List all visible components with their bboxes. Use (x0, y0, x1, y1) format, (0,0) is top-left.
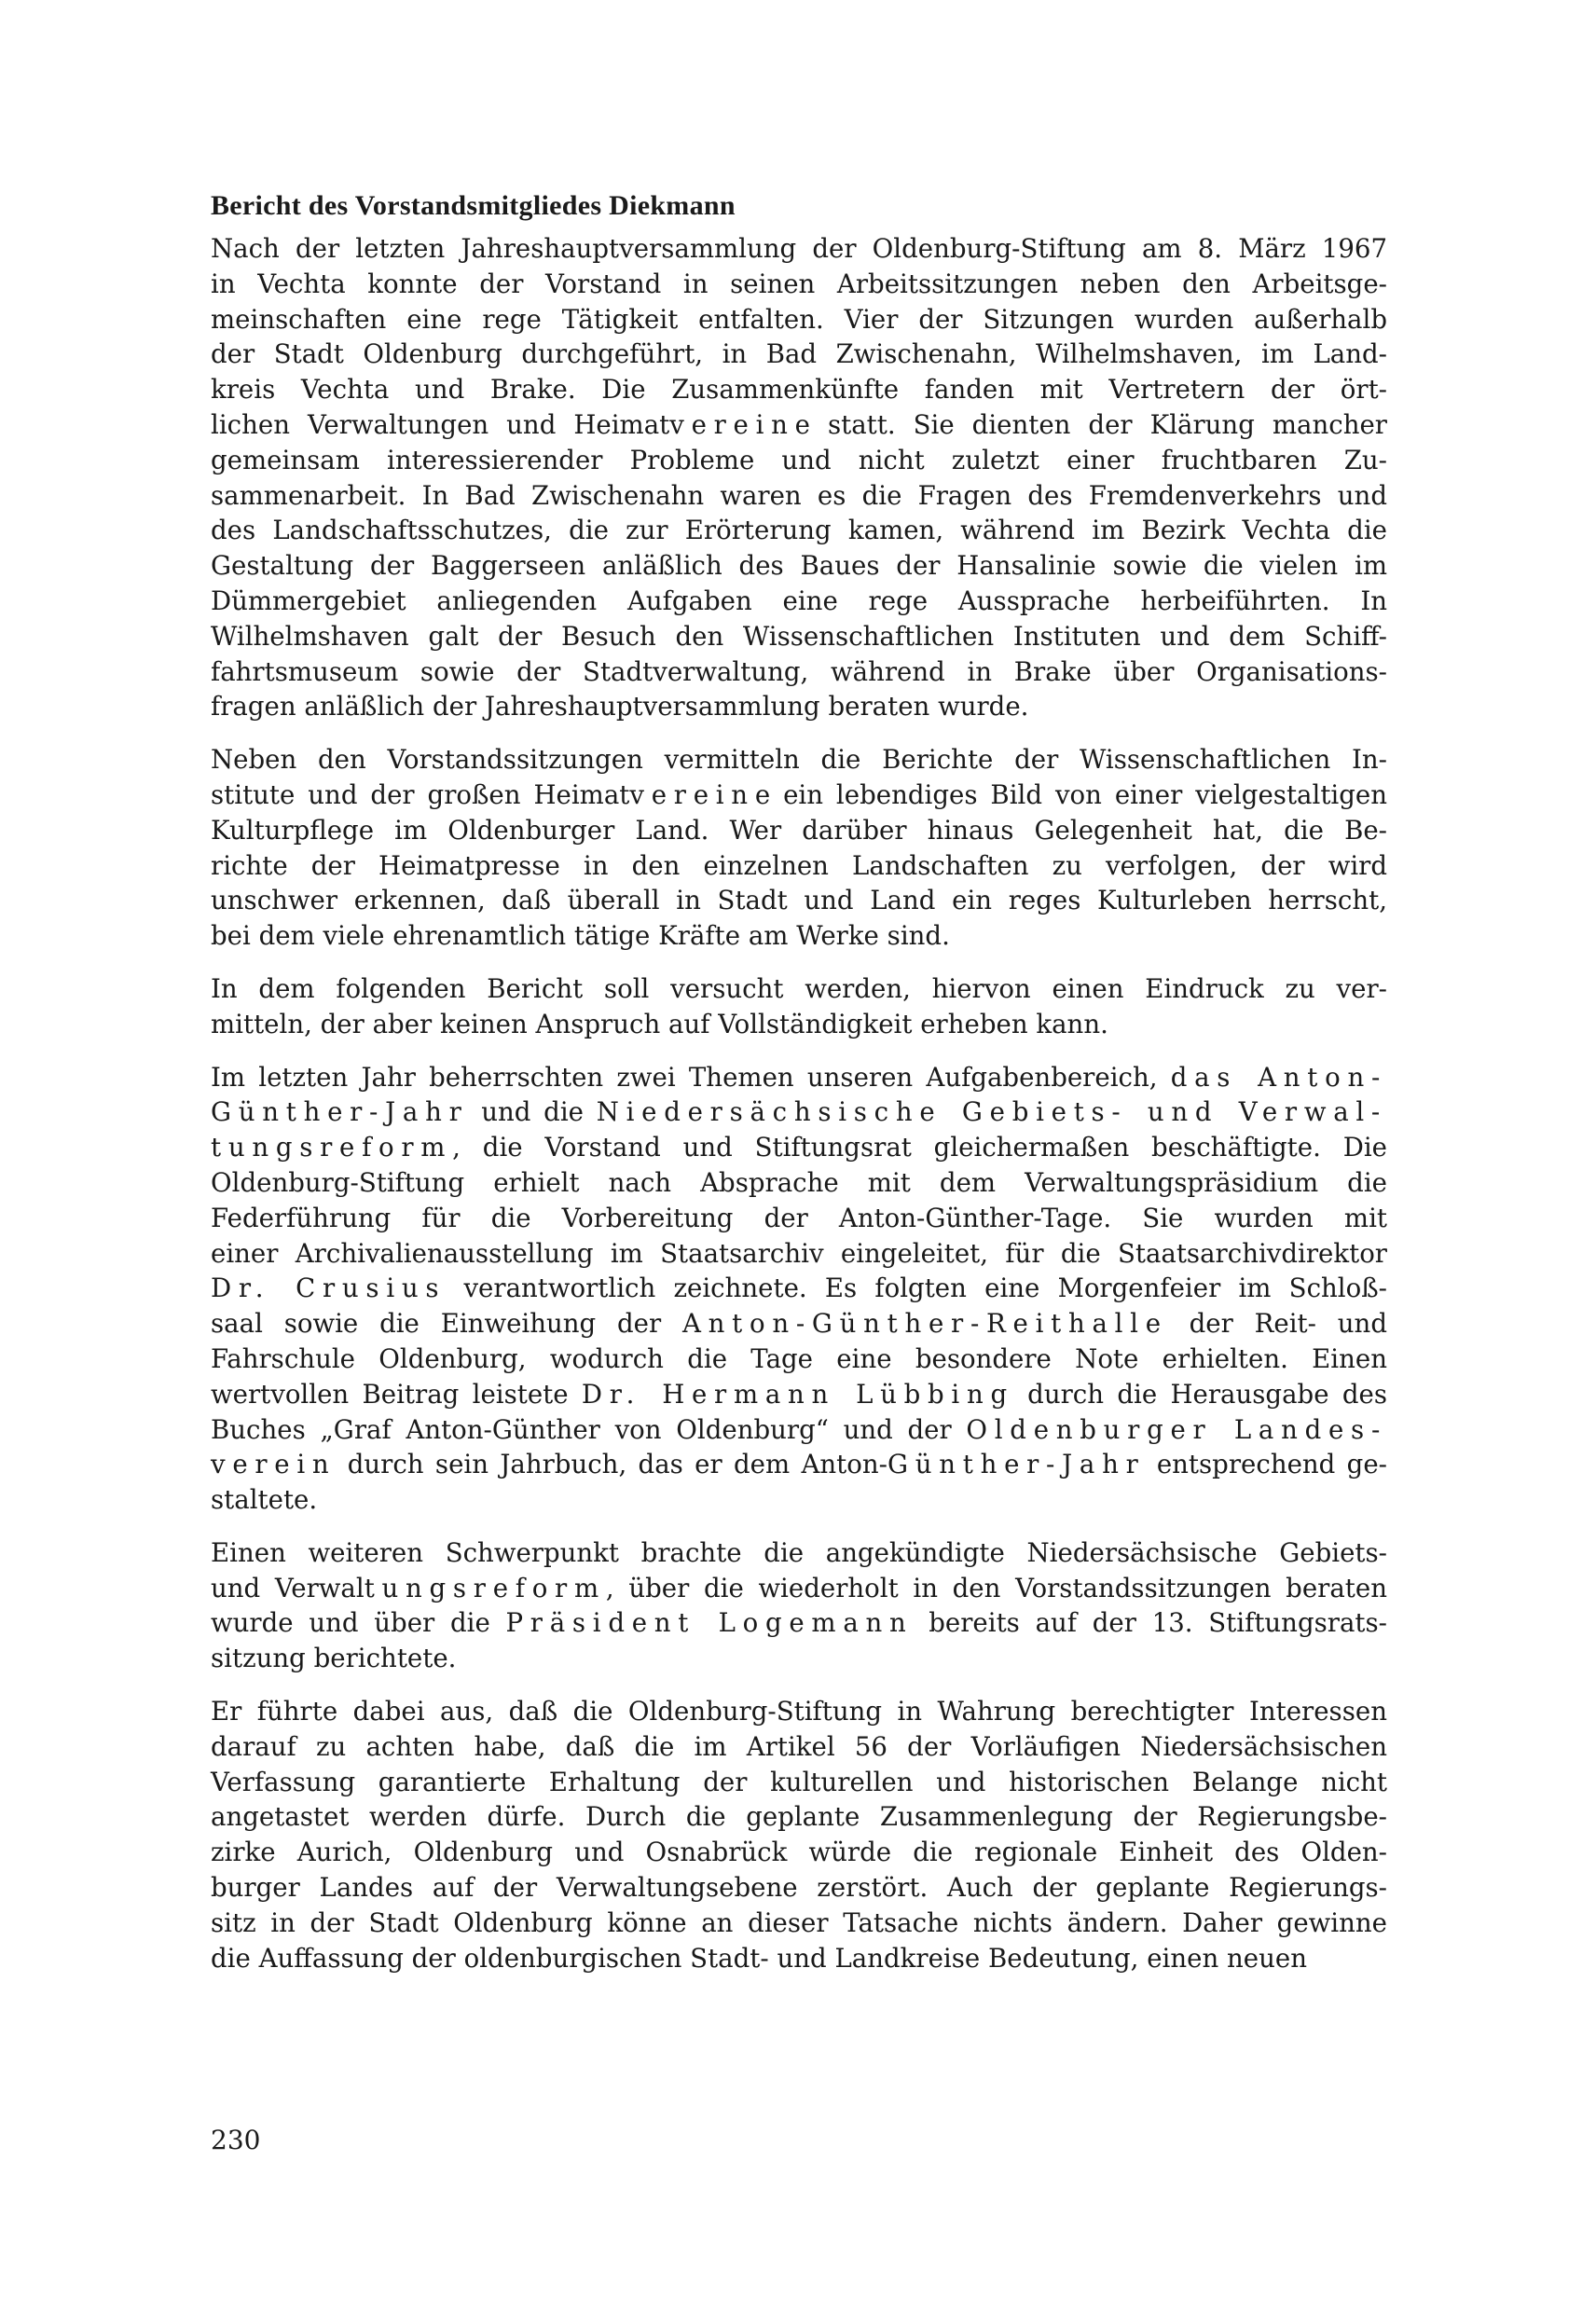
text-line: kreis Vechta und Brake. Die Zusammenkünfte fanden mit Vertretern der ört- (211, 374, 1387, 406)
text-line: bei dem viele ehrenamtlich tätige Kräfte am Werke sind. (211, 920, 950, 952)
paragraph (211, 1060, 1387, 1518)
text-line: unschwer erkennen, daß überall in Stadt und Land ein reges Kulturleben herrscht, (211, 885, 1387, 916)
text-line: Neben den Vorstandssitzungen vermitteln die Berichte der Wissenschaftlichen In- (211, 744, 1387, 776)
section-heading: Bericht des Vorstandsmitgliedes Diekmann (211, 190, 736, 221)
text-line: tungsreform, die Vorstand und Stiftungsrat gleichermaßen beschäftigte. Die (211, 1132, 1387, 1163)
text-line: und Verwaltungsreform, über die wiederholt in den Vorstandssitzungen beraten (211, 1572, 1387, 1603)
page-body (211, 186, 1387, 1993)
text-line: Kulturpflege im Oldenburger Land. Wer darüber hinaus Gelegenheit hat, die Be- (211, 814, 1387, 846)
text-line: fragen anläßlich der Jahreshauptversammlung beraten wurde. (211, 691, 1029, 722)
text-line: staltete. (211, 1484, 318, 1516)
paragraph (211, 1535, 1387, 1676)
text-line: Günther-Jahr und die Niedersächsische Gebiets- und Verwal- (211, 1096, 1387, 1128)
text-line: Im letzten Jahr beherrschten zwei Themen unseren Aufgabenbereich, das Anton- (211, 1061, 1387, 1093)
text-line: stitute und der großen Heimatvereine ein lebendiges Bild von einer vielgestaltigen (211, 778, 1387, 810)
text-line: sammenarbeit. In Bad Zwischenahn waren es die Fragen des Fremdenverkehrs und (211, 479, 1387, 511)
text-line: Gestaltung der Baggerseen anläßlich des Baues der Hansalinie sowie die vielen im (211, 550, 1387, 582)
text-line: richte der Heimatpresse in den einzelnen Landschaften zu verfolgen, der wird (211, 849, 1387, 881)
text-line: burger Landes auf der Verwaltungsebene zerstört. Auch der geplante Regierungs- (211, 1872, 1387, 1904)
text-line: die Auffassung der oldenburgischen Stadt- und Landkreise Bedeutung, einen neuen (211, 1942, 1307, 1974)
text-line: fahrtsmuseum sowie der Stadtverwaltung, während in Brake über Organisations- (211, 655, 1387, 687)
text-line: gemeinsam interessierender Probleme und nicht zuletzt einer fruchtbaren Zu- (211, 444, 1387, 475)
text-line: saal sowie die Einweihung der Anton-Günther-Reithalle der Reit- und (211, 1308, 1387, 1340)
text-line: sitzung berichtete. (211, 1643, 457, 1674)
text-line: Oldenburg-Stiftung erhielt nach Absprache mit dem Verwaltungspräsidium die (211, 1166, 1387, 1198)
text-line: darauf zu achten habe, daß die im Artikel 56 der Vorläufigen Niedersächsischen (211, 1730, 1387, 1762)
text-line: Dümmergebiet anliegenden Aufgaben eine rege Aussprache herbeiführten. In (211, 585, 1387, 616)
text-line: zirke Aurich, Oldenburg und Osnabrück würde die regionale Einheit des Olden- (211, 1837, 1387, 1868)
text-line: Er führte dabei aus, daß die Oldenburg-Stiftung in Wahrung berechtigter Interessen (211, 1696, 1387, 1727)
text-line: meinschaften eine rege Tätigkeit entfalten. Vier der Sitzungen wurden außerhalb (211, 303, 1387, 335)
text-line: In dem folgenden Bericht soll versucht werden, hiervon einen Eindruck zu ver- (211, 972, 1387, 1004)
body-text (211, 231, 1387, 1975)
text-line: mitteln, der aber keinen Anspruch auf Vollständigkeit erheben kann. (211, 1008, 1108, 1039)
text-line: Dr. Crusius verantwortlich zeichnete. Es folgten eine Morgenfeier im Schloß- (211, 1273, 1388, 1304)
page-number: 230 (211, 2125, 261, 2155)
text-line: Einen weiteren Schwerpunkt brachte die angekündigte Niedersächsische Gebiets- (211, 1536, 1387, 1568)
paragraph (211, 231, 1387, 724)
text-line: angetastet werden dürfe. Durch die geplante Zusammenlegung der Regierungsbe- (211, 1801, 1387, 1833)
text-line: einer Archivalienausstellung im Staatsarchiv eingeleitet, für die Staatsarchivdirektor (211, 1237, 1387, 1269)
text-line: in Vechta konnte der Vorstand in seinen Arbeitssitzungen neben den Arbeitsge- (211, 268, 1387, 299)
text-line: sitz in der Stadt Oldenburg könne an dieser Tatsache nichts ändern. Daher gewinne (211, 1906, 1387, 1938)
paragraph (211, 971, 1387, 1042)
text-line: der Stadt Oldenburg durchgeführt, in Bad Zwischenahn, Wilhelmshaven, im Land- (211, 338, 1387, 370)
paragraph (211, 1694, 1387, 1975)
text-line: verein durch sein Jahrbuch, das er dem Anton-Günther-Jahr entsprechend ge- (211, 1449, 1387, 1480)
text-line: Buches „Graf Anton-Günther von Oldenburg“ und der Oldenburger Landes- (211, 1413, 1388, 1445)
text-line: Verfassung garantierte Erhaltung der kulturellen und historischen Belange nicht (211, 1766, 1387, 1797)
paragraph (211, 742, 1387, 954)
text-line: des Landschaftsschutzes, die zur Erörterung kamen, während im Bezirk Vechta die (211, 515, 1387, 546)
text-line: Wilhelmshaven galt der Besuch den Wissenschaftlichen Instituten und dem Schiff- (211, 620, 1387, 652)
text-line: wurde und über die Präsident Logemann bereits auf der 13. Stiftungsrats- (211, 1607, 1387, 1639)
text-line: lichen Verwaltungen und Heimatvereine statt. Sie dienten der Klärung mancher (211, 408, 1387, 440)
text-line: Fahrschule Oldenburg, wodurch die Tage eine besondere Note erhielten. Einen (211, 1342, 1387, 1374)
text-line: Federführung für die Vorbereitung der Anton-Günther-Tage. Sie wurden mit (211, 1202, 1387, 1233)
text-line: wertvollen Beitrag leistete Dr. Hermann Lübbing durch die Herausgabe des (211, 1378, 1387, 1410)
text-line: Nach der letzten Jahreshauptversammlung der Oldenburg-Stiftung am 8. März 1967 (211, 233, 1387, 264)
